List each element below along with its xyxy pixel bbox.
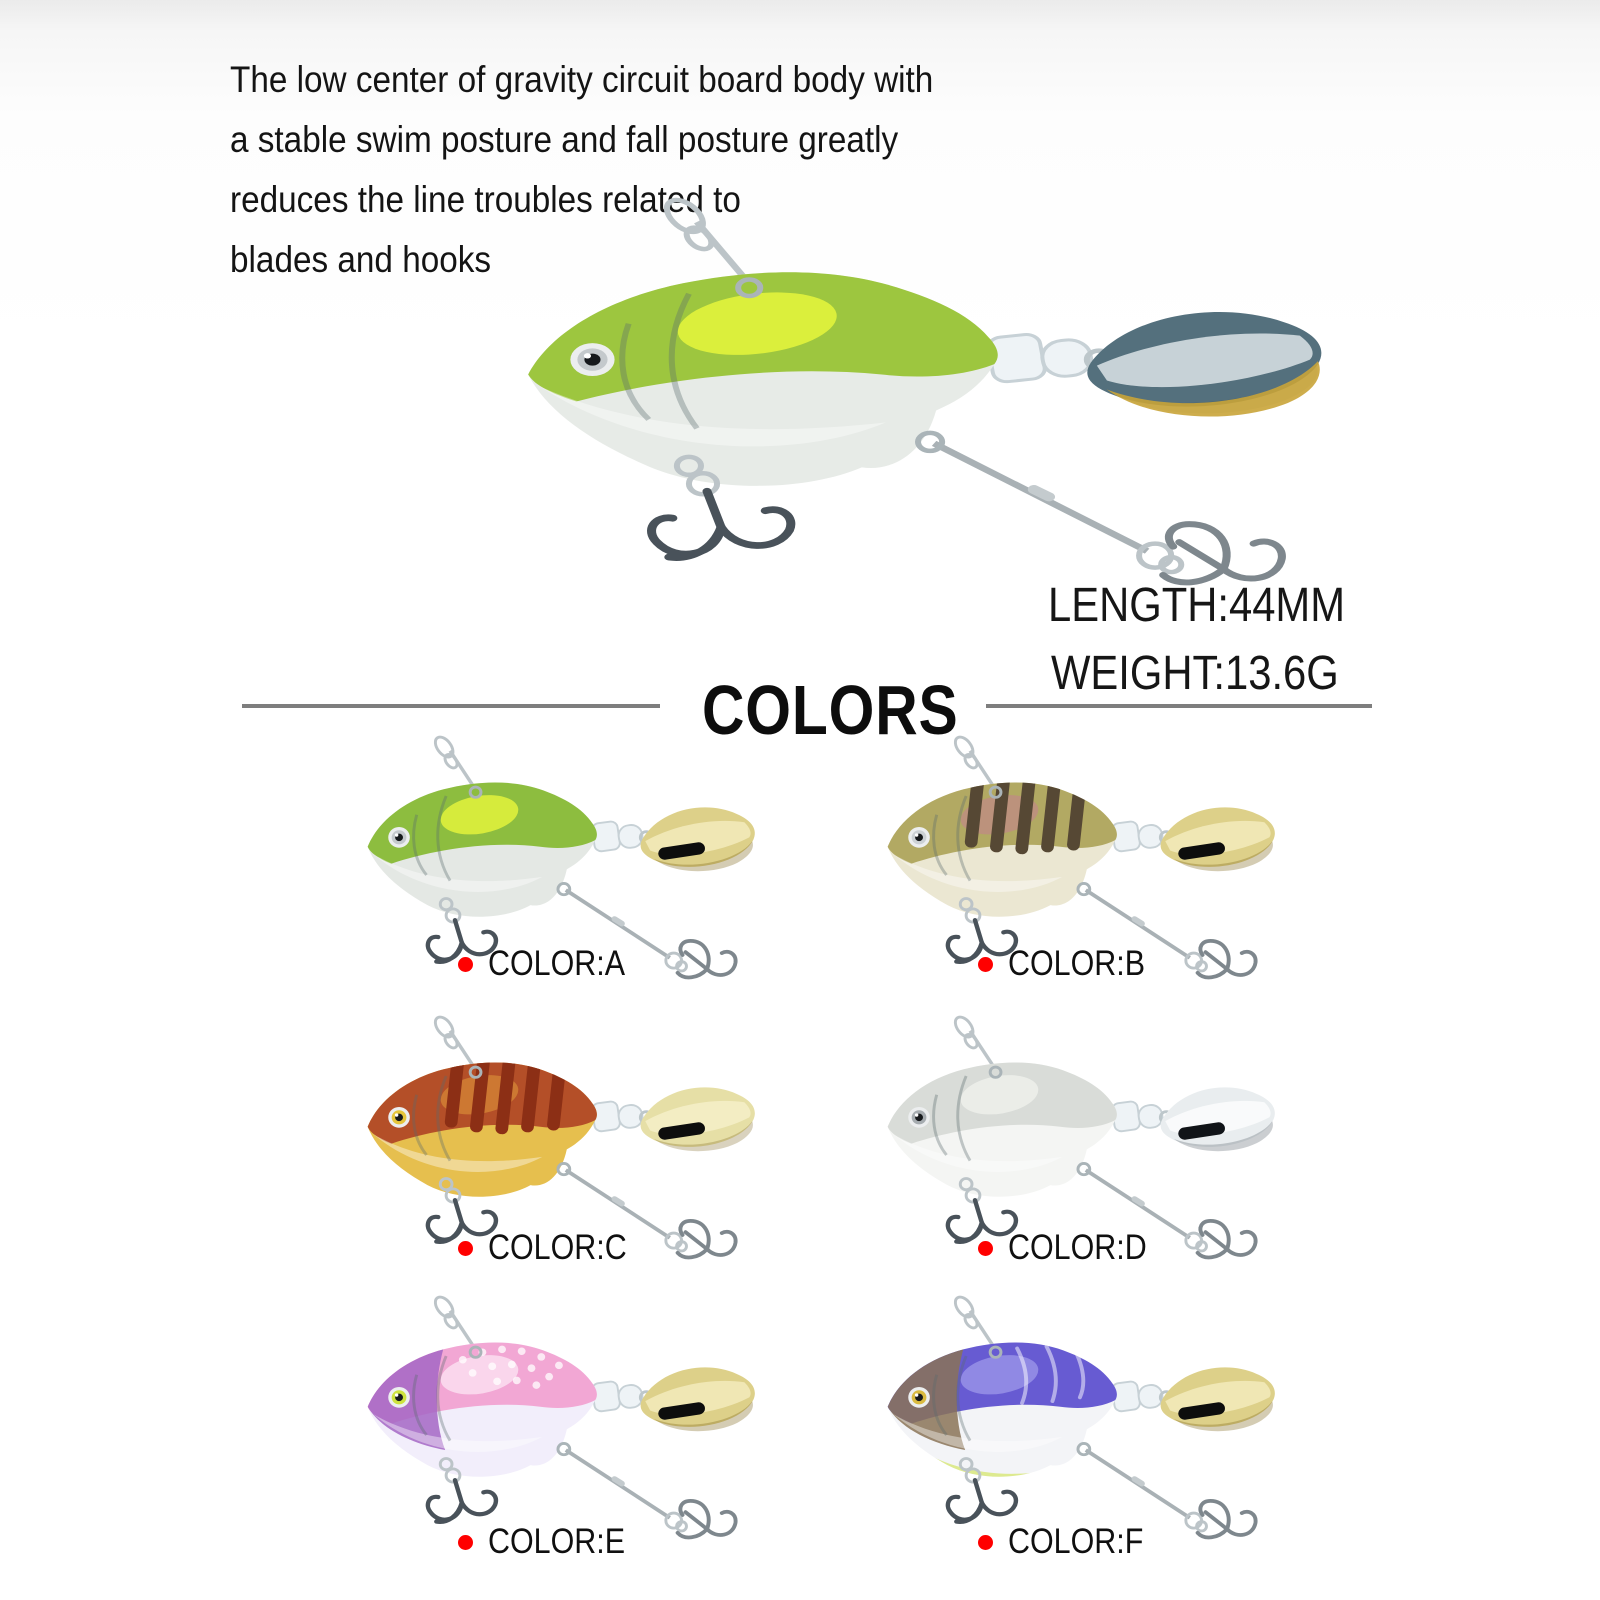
colors-section-title: COLORS [702, 671, 959, 749]
variant-label-b [978, 944, 1166, 984]
line-tie-wire [432, 1294, 474, 1347]
rear-pivot-eyelet [1078, 1163, 1090, 1174]
treble-hook-rear-icon [1163, 524, 1282, 582]
treble-hook-rear-icon [678, 941, 736, 978]
red-bullet-icon [458, 957, 473, 972]
line-tie-wire [432, 1014, 474, 1067]
wire-arm [566, 1450, 687, 1531]
treble-hook-rear-icon [678, 1221, 736, 1258]
red-bullet-icon [978, 1241, 993, 1256]
description-line: blades and hooks [230, 239, 492, 280]
spinner-blade [641, 1087, 755, 1153]
line-tie-wire [432, 734, 474, 787]
hero-lure-image [492, 192, 1336, 596]
spec-weight: WEIGHT:13.6G [1051, 647, 1339, 700]
line-tie-wire [952, 734, 994, 787]
fish-eye [388, 1387, 410, 1408]
rear-pivot-eyelet [1078, 1443, 1090, 1454]
wire-arm [934, 443, 1181, 572]
variant-label-text: COLOR:C [488, 1228, 627, 1267]
red-bullet-icon [978, 957, 993, 972]
rear-pivot-eyelet [918, 433, 942, 451]
rear-pivot-eyelet [1078, 883, 1090, 894]
fish-eye [908, 1387, 930, 1408]
rear-pivot-eyelet [558, 1443, 570, 1454]
treble-hook-rear-icon [1198, 1501, 1256, 1538]
line-tie-wire [660, 195, 746, 279]
treble-hook-rear-icon [1198, 1221, 1256, 1258]
variant-label-d [978, 1228, 1167, 1268]
fish-eye [570, 343, 614, 376]
variant-label-text: COLOR:E [488, 1522, 626, 1561]
spinner-blade [1161, 1087, 1275, 1153]
variant-label-e [458, 1522, 646, 1562]
divider-rule-right [986, 704, 1372, 708]
spinner-tail-lure-graphic [350, 1292, 762, 1546]
red-bullet-icon [978, 1535, 993, 1550]
variant-label-a [458, 944, 646, 984]
spec-length: LENGTH:44MM [1048, 579, 1346, 632]
spinner-tail-lure-graphic [492, 192, 1336, 596]
fish-eye [388, 827, 410, 848]
variant-label-text: COLOR:A [488, 944, 626, 983]
red-bullet-icon [458, 1241, 473, 1256]
fish-eye [908, 827, 930, 848]
red-bullet-icon [458, 1535, 473, 1550]
rear-pivot-eyelet [558, 883, 570, 894]
variant-label-c [458, 1228, 647, 1268]
spinner-blade [1161, 807, 1275, 873]
divider-rule-left [242, 704, 660, 708]
description-line: reduces the line troubles related to [230, 179, 741, 220]
fish-eye [908, 1107, 930, 1128]
treble-hook-rear-icon [1198, 941, 1256, 978]
treble-hook-rear-icon [678, 1501, 736, 1538]
wire-arm [1086, 1450, 1207, 1531]
lure-image-color-e [350, 1292, 762, 1546]
line-tie-wire [952, 1014, 994, 1067]
rear-pivot-eyelet [558, 1163, 570, 1174]
variant-label-text: COLOR:F [1008, 1522, 1144, 1561]
spinner-blade [1161, 1367, 1275, 1433]
line-tie-wire [952, 1294, 994, 1347]
variant-label-f [978, 1522, 1164, 1562]
spinner-tail-lure-graphic [870, 1292, 1282, 1546]
spinner-blade [641, 807, 755, 873]
description-line: a stable swim posture and fall posture greatly [230, 119, 899, 160]
variant-label-text: COLOR:B [1008, 944, 1146, 983]
description-line: The low center of gravity circuit board body with [230, 59, 934, 100]
spinner-blade [1087, 312, 1321, 417]
fish-eye [388, 1107, 410, 1128]
spinner-blade [641, 1367, 755, 1433]
lure-image-color-f [870, 1292, 1282, 1546]
variant-label-text: COLOR:D [1008, 1228, 1147, 1267]
